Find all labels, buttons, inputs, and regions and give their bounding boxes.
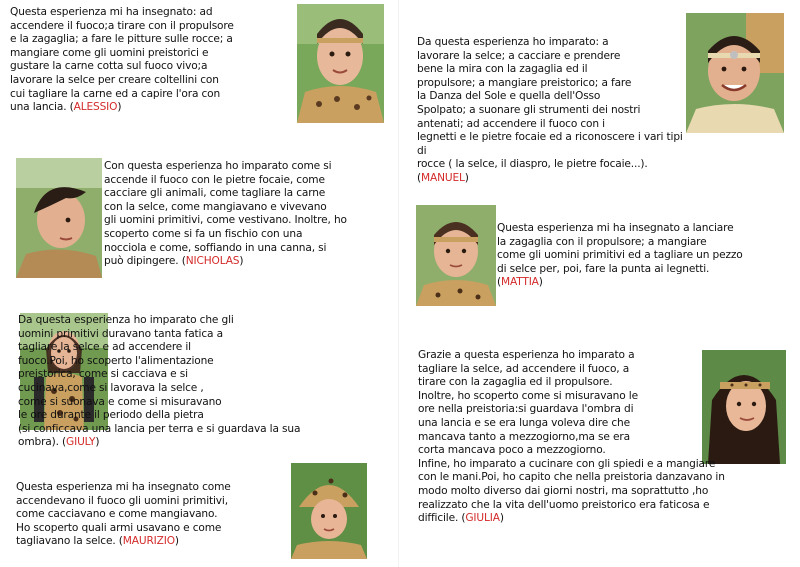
entry-text: Da questa esperienza ho imparato: a lavorare la selce; a cacciare e prendere bene la mira con la zagaglia ed il propulsore; a mangiare preistorico; a fare la Danza del Sole e quella dell'Osso Spolpato; a suonare gli strumenti dei nostri antenati; ad accendere il fuoco con i legnetti e le pietre focaie ed a riconoscere i vari tipi di rocce ( la selce, il diaspro, le pietre focaie...). ( xyxy=(417,36,683,184)
entry-text: Con questa esperienza ho imparato come si accende il fuoco con le pietre focaie, come cacciare gli animali, come tagliare la carne con la selce, come mangiavano e vivevano gli uomini primitivi, come vestivano. Inoltre, ho scoperto come si fa un fischio con una nocciola e come, soffiando in una canna, si può dipingere. ( xyxy=(104,160,347,268)
entry-alessio xyxy=(10,6,292,115)
author-name: MATTIA xyxy=(500,276,539,289)
child-leopard-hat-photo xyxy=(291,463,367,559)
page-fold xyxy=(398,0,399,567)
entry-text: Questa esperienza mi ha insegnato a lanciare la zagaglia con il propulsore; a mangiare come gli uomini primitivi ed a tagliare un pezzo di selce per, poi, fare la punta ai legnetti. ( xyxy=(497,222,743,289)
author-name: MANUEL xyxy=(420,171,465,184)
paren-close: ) xyxy=(174,535,179,548)
entry-manuel xyxy=(417,36,685,186)
author-name: ALESSIO xyxy=(73,101,118,114)
paren-close: ) xyxy=(239,255,244,268)
paren-close: ) xyxy=(538,276,543,289)
author-name: GIULIA xyxy=(465,512,500,525)
entry-text: Questa esperienza mi ha insegnato: ad accendere il fuoco;a tirare con il propulsore e la zagaglia; a fare le pitture sulle rocce; a mangiare come gli uomini preistorici e gustare la carne cotta sul fuoco vivo;a lavorare la selce per creare coltellini con cui tagliare la carne ed a capire l'ora con una lancia. ( xyxy=(10,6,234,114)
photo-manuel xyxy=(686,13,784,133)
photo-mattia xyxy=(416,205,496,306)
boy-with-headband-photo xyxy=(416,205,496,306)
photo-nicholas xyxy=(16,158,102,278)
entry-maurizio xyxy=(16,481,288,549)
author-name: GIULY xyxy=(66,436,96,449)
entry-text: Grazie a questa esperienza ho imparato a tagliare la selce, ad accendere il fuoco, a tirare con la zagaglia ed il propulsore. Inoltre, ho scoperto come si misuravano le ore nella preistoria:si guardava l'ombra di una lancia e se era lunga voleva dire che mancava tanto a mezzogiorno,ma se era corta mancava poco a mezzogiorno. Infine, ho imparato a cucinare con gli spiedi e a mangiare con le mani.Poi, ho capito che nella preistoria danzavano in modo molto diverso dai giorni nostri, ma soprattutto ,ho realizzato che la vita dell'uomo preistorico era faticosa e difficile. ( xyxy=(418,349,725,525)
paren-close: ) xyxy=(117,101,122,114)
paren-close: ) xyxy=(499,512,504,525)
boy-profile-photo xyxy=(16,158,102,278)
photo-alessio xyxy=(297,4,384,123)
entry-text: Da questa esperienza ho imparato che gli uomini primitivi duravano tanta fatica a tagliare la selce e ad accendere il fuoco.Poi, ho scoperto l'alimentazione preistorica, come si cacciava e si cucinava,come si lavorava la selce , come si suonava e come si misuravano le ore durante il periodo della pietra (si conficcava una lancia per terra e si guardava la sua ombra). ( xyxy=(18,314,301,449)
paren-close: ) xyxy=(464,171,469,184)
entry-giuly xyxy=(18,314,394,450)
entry-giulia xyxy=(418,349,792,526)
author-name: NICHOLAS xyxy=(185,255,240,268)
author-name: MAURIZIO xyxy=(122,535,175,548)
boy-with-headband-photo xyxy=(297,4,384,123)
photo-maurizio xyxy=(291,463,367,559)
smiling-boy-photo xyxy=(686,13,784,133)
paren-close: ) xyxy=(95,436,100,449)
entry-mattia xyxy=(497,222,787,290)
entry-text: Questa esperienza mi ha insegnato come accendevano il fuoco gli uomini primitivi, come cacciavano e come mangiavano. Ho scoperto quali armi usavano e come tagliavano la selce. ( xyxy=(16,481,231,548)
entry-nicholas xyxy=(104,160,394,269)
